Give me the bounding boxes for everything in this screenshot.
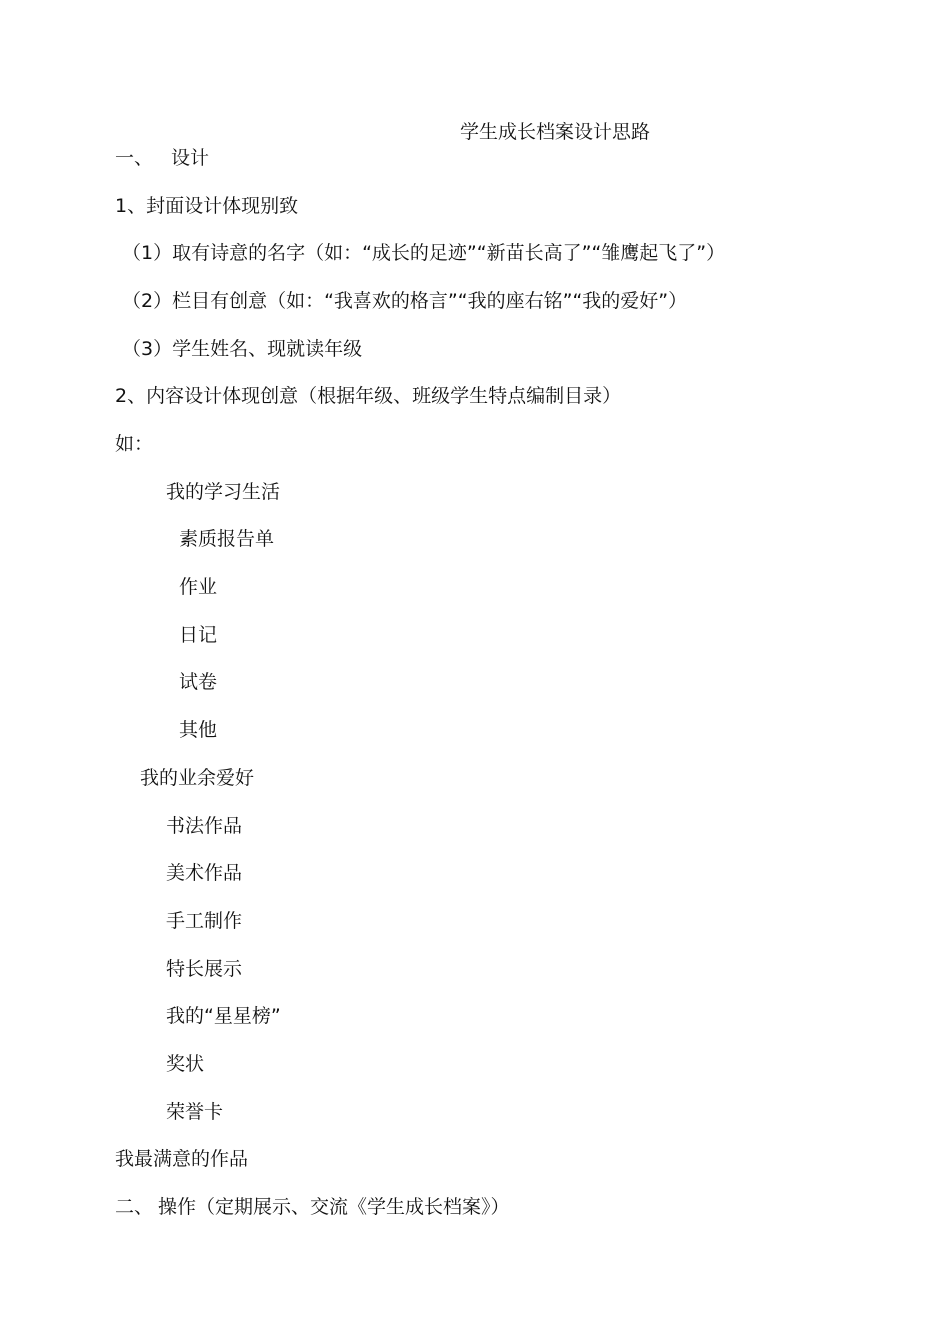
catalog-hobbies: 我的业余爱好 xyxy=(140,767,255,789)
catalog-hobby-item: 书法作品 xyxy=(166,815,243,837)
item-1-heading: 1、封面设计体现别致 xyxy=(115,195,299,217)
catalog-study-item: 作业 xyxy=(179,576,218,598)
example-label: 如： xyxy=(115,433,154,455)
catalog-study-item: 其他 xyxy=(179,719,218,741)
catalog-study-life: 我的学习生活 xyxy=(166,481,281,503)
catalog-study-item: 日记 xyxy=(179,624,218,646)
section-2-heading: 操作（定期展示、交流《学生成长档案》） xyxy=(158,1196,510,1218)
catalog-hobby-item: 特长展示 xyxy=(166,958,243,980)
catalog-hobby-item: 美术作品 xyxy=(166,862,243,884)
catalog-best-work: 我最满意的作品 xyxy=(115,1148,249,1170)
catalog-hobby-item: 手工制作 xyxy=(166,910,243,932)
catalog-hobby-item: 奖状 xyxy=(166,1053,205,1075)
document-title: 学生成长档案设计思路 xyxy=(460,121,651,143)
section-2-number: 二、 xyxy=(115,1196,154,1218)
catalog-hobby-item: 我的“星星榜” xyxy=(166,1005,281,1027)
section-1-number: 一、 xyxy=(115,147,154,169)
item-1-sub-1: （1）取有诗意的名字（如：“成长的足迹”“新苗长高了”“雏鹰起飞了”） xyxy=(122,242,726,264)
section-1-heading: 设计 xyxy=(171,147,210,169)
catalog-study-item: 试卷 xyxy=(179,671,218,693)
catalog-study-item: 素质报告单 xyxy=(179,528,275,550)
item-1-sub-3: （3）学生姓名、现就读年级 xyxy=(122,338,363,360)
item-1-sub-2: （2）栏目有创意（如：“我喜欢的格言”“我的座右铭”“我的爱好”） xyxy=(122,290,688,312)
item-2-heading: 2、内容设计体现创意（根据年级、班级学生特点编制目录） xyxy=(115,385,622,407)
catalog-hobby-item: 荣誉卡 xyxy=(166,1101,224,1123)
